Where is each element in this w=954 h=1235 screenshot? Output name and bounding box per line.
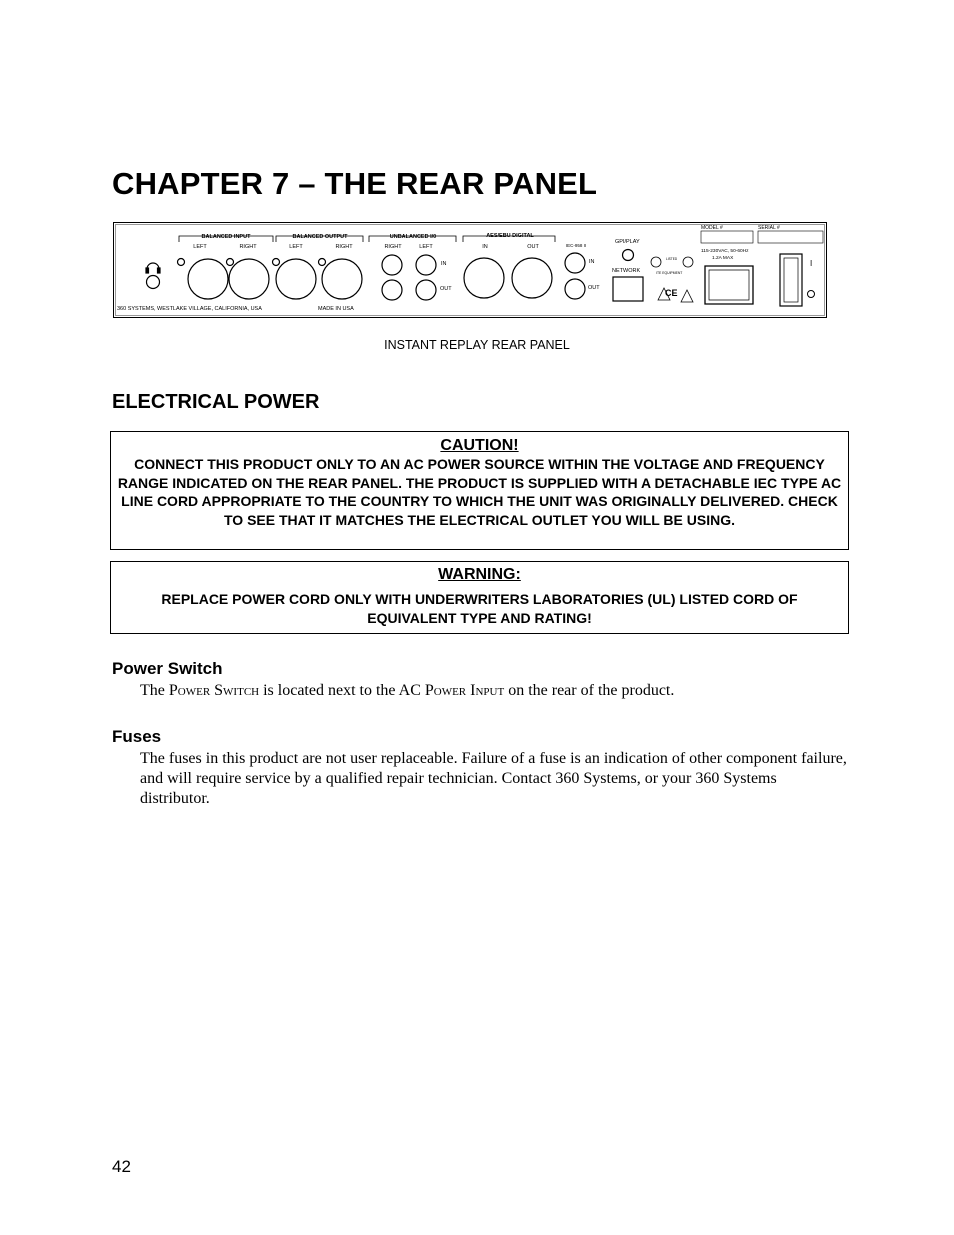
power-switch-heading: Power Switch: [112, 659, 223, 678]
label-model: MODEL #: [701, 225, 723, 231]
headphone-icon: [146, 263, 160, 289]
warning-triangle-icon: [681, 290, 693, 302]
rca-iec-out: [565, 279, 585, 299]
rca-left-out: [416, 280, 436, 300]
switch-off-indicator: [808, 291, 815, 298]
paragraph-text: The: [140, 682, 169, 699]
ul-mark-icon: [683, 257, 693, 267]
label-aes-ebu: AES/EBU DIGITAL: [486, 233, 534, 239]
xlr-aes-in: [464, 258, 504, 298]
label-in: IN: [482, 244, 488, 250]
label-left: LEFT: [193, 244, 207, 250]
paragraph-text: on the rear of the product.: [504, 682, 675, 699]
label-iec: IEC-958 II: [565, 243, 587, 248]
model-number-box: [701, 231, 753, 243]
label-ite-equipment: ITE EQUIPMENT: [656, 271, 683, 275]
label-balanced-output: BALANCED OUTPUT: [292, 234, 348, 240]
label-left: LEFT: [289, 244, 303, 250]
serial-number-box: [758, 231, 823, 243]
label-right: RIGHT: [239, 244, 257, 250]
rear-panel-illustration: [113, 222, 827, 318]
label-voltage: 115-230VAC, 50-60Hz: [701, 249, 749, 254]
label-right: RIGHT: [335, 244, 353, 250]
page-number: 42: [112, 1157, 131, 1176]
label-unbalanced-io: UNBALANCED I/0: [389, 234, 437, 240]
xlr-output-left: [276, 259, 316, 299]
label-made-in: MADE IN USA: [318, 306, 354, 312]
caution-body: CONNECT THIS PRODUCT ONLY TO AN AC POWER SOURCE WITHIN THE VOLTAGE AND FREQUENCY RANGE INDICATED ON THE REAR PANEL. THE PRODUCT IS SUPPLIED WITH A DETACHABLE IEC TYPE AC LINE CORD APPROPRIATE TO THE COUNTRY TO WHICH THE UNIT WAS ORIGINALLY DELIVERED. CHECK TO SEE THAT IT MATCHES THE ELECTRICAL OUTLET YOU WILL BE USING.: [117, 456, 842, 528]
warning-title: WARNING:: [438, 566, 521, 583]
fuses-heading: Fuses: [112, 727, 162, 746]
xlr-input-left: [188, 259, 228, 299]
panel-caption: INSTANT REPLAY REAR PANEL: [384, 338, 570, 352]
label-listed: LISTED: [666, 257, 678, 261]
term-power-input: Power Input: [424, 682, 505, 699]
label-manufacturer: 360 SYSTEMS, WESTLAKE VILLAGE, CALIFORNIA, USA: [117, 306, 262, 312]
label-left: LEFT: [419, 244, 433, 250]
xlr-output-right: [322, 259, 362, 299]
paragraph-text: is located next to the AC: [259, 682, 425, 699]
label-right: RIGHT: [384, 244, 402, 250]
rca-right-in: [382, 255, 402, 275]
label-out: OUT: [588, 285, 600, 291]
label-gpi-play: GPI/PLAY: [615, 239, 640, 245]
xlr-aes-out: [512, 258, 552, 298]
ce-mark: CE: [665, 288, 678, 298]
screw-hole: [178, 259, 185, 266]
warning-body: REPLACE POWER CORD ONLY WITH UNDERWRITERS LABORATORIES (UL) LISTED CORD OF EQUIVALENT TYPE AND RATING!: [161, 591, 798, 626]
label-serial: SERIAL #: [758, 225, 780, 231]
screw-hole: [227, 259, 234, 266]
label-out: OUT: [440, 286, 452, 292]
rca-right-out: [382, 280, 402, 300]
ul-mark-icon: [651, 257, 661, 267]
power-switch-paragraph: [140, 681, 850, 701]
screw-hole: [273, 259, 280, 266]
label-switch-on: I: [810, 259, 813, 268]
section-heading: ELECTRICAL POWER: [112, 391, 320, 413]
fuses-paragraph: The fuses in this product are not user replaceable. Failure of a fuse is an indication of other component failure, and will require service by a qualified repair technician. Contact 360 Systems, or your 360 Systems distributor.: [140, 750, 847, 807]
caution-box: [110, 431, 849, 550]
label-balanced-input: BALANCED INPUT: [201, 234, 251, 240]
rca-left-in: [416, 255, 436, 275]
rca-iec-in: [565, 253, 585, 273]
power-switch: [780, 254, 802, 306]
chapter-title: CHAPTER 7 – THE REAR PANEL: [112, 166, 598, 201]
ac-power-input: [705, 266, 753, 304]
label-amperage: 1.2A MAX: [712, 256, 734, 261]
gpi-jack: [623, 250, 634, 261]
network-port: [613, 277, 643, 301]
xlr-input-right: [229, 259, 269, 299]
label-in: IN: [441, 261, 447, 267]
label-out: OUT: [527, 244, 539, 250]
term-power-switch: Power Switch: [168, 682, 260, 699]
label-in: IN: [589, 259, 595, 265]
warning-box: [110, 561, 849, 634]
caution-title: CAUTION!: [440, 437, 519, 454]
label-network: NETWORK: [612, 268, 641, 274]
screw-hole: [319, 259, 326, 266]
